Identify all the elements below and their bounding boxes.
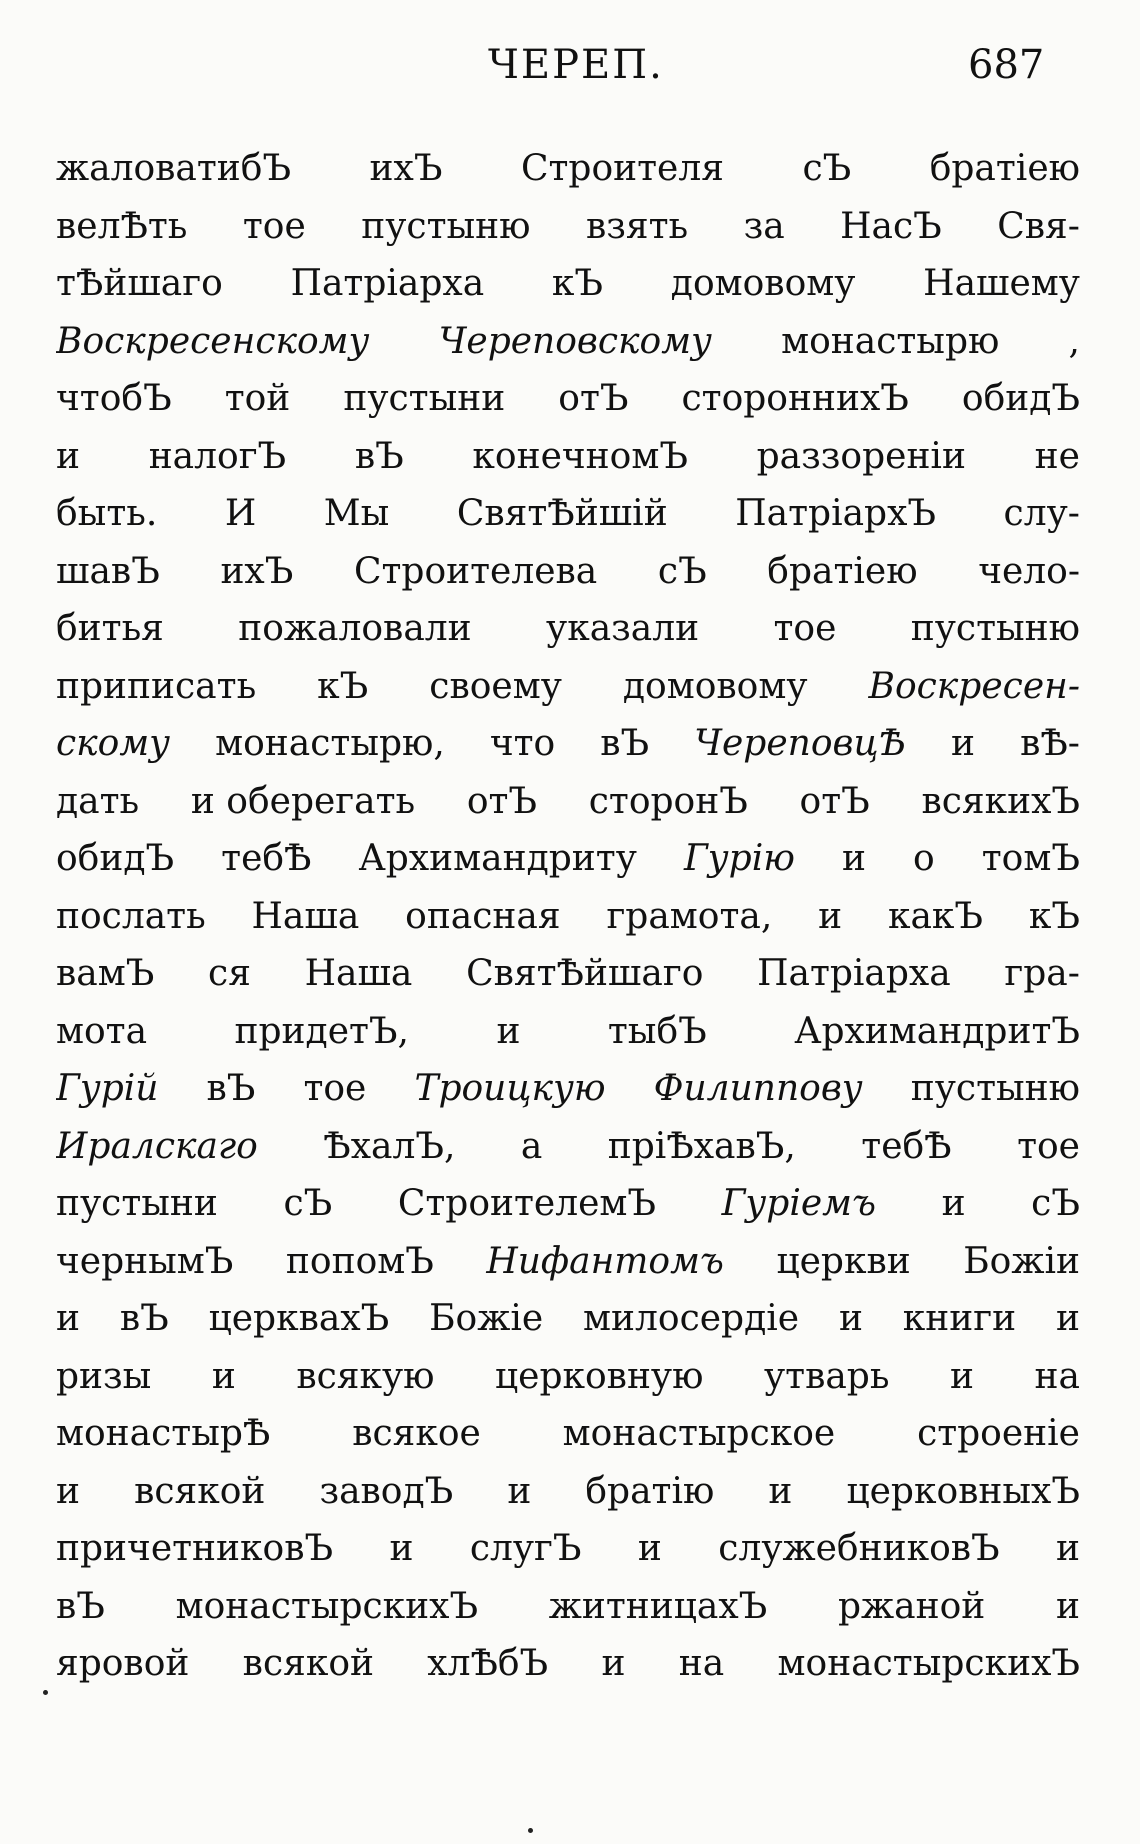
- text-line: [56, 485, 1080, 543]
- word: Нашему: [923, 263, 1080, 304]
- word: жаловатибЪ: [56, 148, 292, 189]
- word: стороннихЪ: [681, 378, 909, 419]
- text-line: [56, 370, 1080, 428]
- word: монастырѢ: [56, 1413, 271, 1454]
- word: дать: [56, 780, 140, 822]
- scan-speck: [528, 1828, 533, 1833]
- word: монастырское: [562, 1413, 836, 1454]
- word: служебниковЪ: [718, 1528, 1000, 1569]
- word: СвятѢйшаго: [466, 953, 704, 994]
- word: домовому: [670, 263, 856, 304]
- text-line: [56, 600, 1080, 658]
- italic-word: Нифантомъ: [486, 1240, 724, 1282]
- word: и: [56, 1298, 80, 1339]
- text-line: [56, 1118, 1080, 1176]
- word: попомЪ: [285, 1240, 434, 1282]
- italic-word: скому: [56, 723, 171, 764]
- text-line: [56, 1578, 1080, 1636]
- word: и: [838, 1298, 863, 1339]
- italic-word: Гурію: [683, 838, 795, 879]
- word: вЪ: [119, 1298, 169, 1339]
- word: яровой: [56, 1643, 190, 1684]
- word: и: [841, 838, 866, 879]
- word: кЪ: [551, 263, 604, 304]
- word: тебѢ: [861, 1125, 952, 1167]
- word: Мы: [323, 493, 390, 534]
- text-line: [56, 945, 1080, 1003]
- text-line: [56, 255, 1080, 313]
- word: о: [913, 838, 935, 879]
- word: и: [941, 1183, 966, 1224]
- word: монастырскихЪ: [777, 1643, 1080, 1684]
- word: книги: [902, 1298, 1017, 1339]
- word: и: [951, 723, 976, 764]
- italic-word: Череповскому: [438, 320, 712, 362]
- word: обидЪ: [56, 838, 175, 879]
- word: тыбЪ: [607, 1010, 707, 1052]
- word: ѢхалЪ,: [323, 1125, 456, 1167]
- word: хлѢбЪ: [427, 1643, 549, 1684]
- italic-word: ЧереповцѢ: [694, 723, 907, 764]
- text-line: [56, 428, 1080, 486]
- word: всякой: [134, 1470, 266, 1512]
- word: СвятѢйшій: [456, 493, 668, 534]
- word: не: [1034, 435, 1080, 477]
- scan-speck: [43, 1690, 48, 1695]
- word: и: [56, 1470, 80, 1512]
- word: чернымЪ: [56, 1240, 234, 1282]
- word: житницахЪ: [548, 1585, 768, 1627]
- text-line: [56, 543, 1080, 601]
- word: быть.: [56, 493, 158, 534]
- word: братіею: [767, 550, 918, 592]
- word: битья: [56, 608, 164, 649]
- word: за: [743, 205, 785, 247]
- word: церковную: [495, 1355, 704, 1397]
- word: на: [678, 1643, 725, 1684]
- word: и: [1056, 1298, 1080, 1339]
- italic-word: Троицкую: [414, 1068, 606, 1109]
- word: той: [224, 378, 291, 419]
- word: пріѢхавЪ,: [607, 1125, 796, 1167]
- word: монастырю,: [215, 723, 445, 764]
- word: и: [56, 435, 80, 477]
- word: тѢйшаго: [56, 263, 223, 304]
- text-line: [56, 1060, 1080, 1118]
- italic-word: Филиппову: [653, 1068, 863, 1109]
- word: НасЪ: [840, 205, 942, 247]
- word: пустыни: [56, 1183, 218, 1224]
- word: и: [507, 1470, 532, 1512]
- word: и: [389, 1528, 414, 1569]
- word: всякой: [242, 1643, 374, 1684]
- text-line: [56, 658, 1080, 716]
- word: сЪ: [802, 148, 852, 189]
- word: опасная: [405, 895, 561, 937]
- word: конечномЪ: [472, 435, 688, 477]
- word: и: [496, 1010, 521, 1052]
- word: всякое: [352, 1413, 481, 1454]
- word: томЪ: [981, 838, 1080, 879]
- word: пустыню: [361, 205, 531, 247]
- word: Строителева: [353, 550, 598, 592]
- word: Архимандриту: [358, 838, 637, 879]
- word: и оберегать: [190, 780, 416, 822]
- word: своему: [429, 665, 562, 707]
- italic-word: Гурій: [56, 1068, 159, 1109]
- text-line: [56, 1233, 1080, 1291]
- word: церкви: [776, 1240, 911, 1282]
- word: налогЪ: [148, 435, 287, 477]
- word: братію: [585, 1470, 715, 1512]
- italic-word: Воскресен-: [868, 665, 1080, 707]
- word: тое: [1017, 1125, 1080, 1167]
- word: и: [637, 1528, 662, 1569]
- word: церковныхЪ: [846, 1470, 1080, 1512]
- word: заводЪ: [319, 1470, 454, 1512]
- word: пустыню: [910, 1068, 1080, 1109]
- word: утварь: [763, 1355, 890, 1397]
- italic-word: Воскресенскому: [56, 320, 370, 362]
- word: причетниковЪ: [56, 1528, 334, 1569]
- word: ПатріархЪ: [735, 493, 936, 534]
- word: монастырскихЪ: [175, 1585, 479, 1627]
- word: И: [224, 493, 257, 534]
- text-line: [56, 1003, 1080, 1061]
- word: и: [818, 895, 843, 937]
- word: чело-: [978, 550, 1080, 592]
- word: вѢ-: [1020, 723, 1080, 764]
- word: вЪ: [354, 435, 404, 477]
- word: приписать: [56, 665, 257, 707]
- word: Божіе: [429, 1298, 544, 1339]
- word: указали: [546, 608, 700, 649]
- word: отЪ: [466, 780, 538, 822]
- word: пожаловали: [238, 608, 472, 649]
- word: всякихЪ: [921, 780, 1080, 822]
- word: что: [489, 723, 556, 764]
- italic-word: Иралскаго: [56, 1125, 258, 1167]
- word: и: [211, 1355, 236, 1397]
- word: велѢть: [56, 205, 188, 247]
- word: ,: [1068, 320, 1080, 362]
- text-line: [56, 715, 1080, 773]
- word: вЪ: [600, 723, 650, 764]
- word: какЪ: [887, 895, 984, 937]
- text-line: [56, 198, 1080, 256]
- word: АрхимандритЪ: [794, 1010, 1080, 1052]
- word: братіею: [929, 148, 1080, 189]
- text-line: [56, 1405, 1080, 1463]
- word: монастырю: [781, 320, 1000, 362]
- word: пустыню: [910, 608, 1080, 649]
- text-line: [56, 1348, 1080, 1406]
- word: строеніе: [917, 1413, 1080, 1454]
- word: придетЪ,: [234, 1010, 409, 1052]
- text-line: [56, 1635, 1080, 1693]
- word: кЪ: [317, 665, 369, 707]
- word: ихЪ: [369, 148, 443, 189]
- word: сторонЪ: [588, 780, 748, 822]
- word: Патріарха: [290, 263, 485, 304]
- word: и: [601, 1643, 626, 1684]
- word: слу-: [1003, 493, 1080, 534]
- word: отЪ: [799, 780, 870, 822]
- word: и: [949, 1355, 974, 1397]
- word: тое: [773, 608, 837, 649]
- word: шавЪ: [56, 550, 160, 592]
- word: тое: [303, 1068, 367, 1109]
- word: взять: [585, 205, 689, 247]
- word: и: [1055, 1585, 1080, 1627]
- word: гра-: [1004, 953, 1080, 994]
- body-text: [56, 140, 1080, 1693]
- word: сЪ: [657, 550, 707, 592]
- word: СтроителемЪ: [397, 1183, 656, 1224]
- text-line: [56, 313, 1080, 371]
- word: всякую: [296, 1355, 435, 1397]
- word: Свя-: [997, 205, 1080, 247]
- word: чтобЪ: [56, 378, 172, 419]
- word: Божіи: [963, 1240, 1080, 1282]
- text-line: [56, 1175, 1080, 1233]
- text-line: [56, 888, 1080, 946]
- text-line: [56, 140, 1080, 198]
- word: Наша: [304, 953, 413, 994]
- text-line: [56, 1520, 1080, 1578]
- italic-word: Гурiемъ: [721, 1183, 877, 1224]
- running-head: [0, 34, 1140, 104]
- word: вЪ: [56, 1585, 105, 1627]
- word: слугЪ: [469, 1528, 582, 1569]
- word: вЪ: [206, 1068, 256, 1109]
- word: тое: [242, 205, 306, 247]
- word: кЪ: [1028, 895, 1080, 937]
- word: вамЪ: [56, 953, 155, 994]
- word: и: [1056, 1528, 1080, 1569]
- word: тебѢ: [221, 838, 312, 879]
- word: ризы: [56, 1355, 152, 1397]
- word: Строителя: [520, 148, 724, 189]
- word: домовому: [622, 665, 808, 707]
- word: раззореніи: [756, 435, 966, 477]
- word: сЪ: [283, 1183, 333, 1224]
- word: ржаной: [837, 1585, 986, 1627]
- word: сЪ: [1031, 1183, 1080, 1224]
- word: обидЪ: [961, 378, 1080, 419]
- word: мота: [56, 1010, 148, 1052]
- word: а: [520, 1125, 543, 1167]
- word: на: [1034, 1355, 1080, 1397]
- page-title: ЧЕРЕП.: [488, 42, 664, 88]
- word: Патріарха: [757, 953, 951, 994]
- word: ся: [208, 953, 251, 994]
- text-line: [56, 830, 1080, 888]
- word: грамота,: [606, 895, 773, 937]
- word: и: [768, 1470, 793, 1512]
- word: Наша: [251, 895, 360, 937]
- page-number: 687: [968, 42, 1045, 88]
- word: пустыни: [343, 378, 506, 419]
- word: ихЪ: [220, 550, 294, 592]
- word: милосердіе: [583, 1298, 800, 1339]
- word: послать: [56, 895, 206, 937]
- text-line: [56, 1463, 1080, 1521]
- word: отЪ: [558, 378, 629, 419]
- text-line: [56, 1290, 1080, 1348]
- text-line: [56, 773, 1080, 831]
- word: церквахЪ: [208, 1298, 390, 1339]
